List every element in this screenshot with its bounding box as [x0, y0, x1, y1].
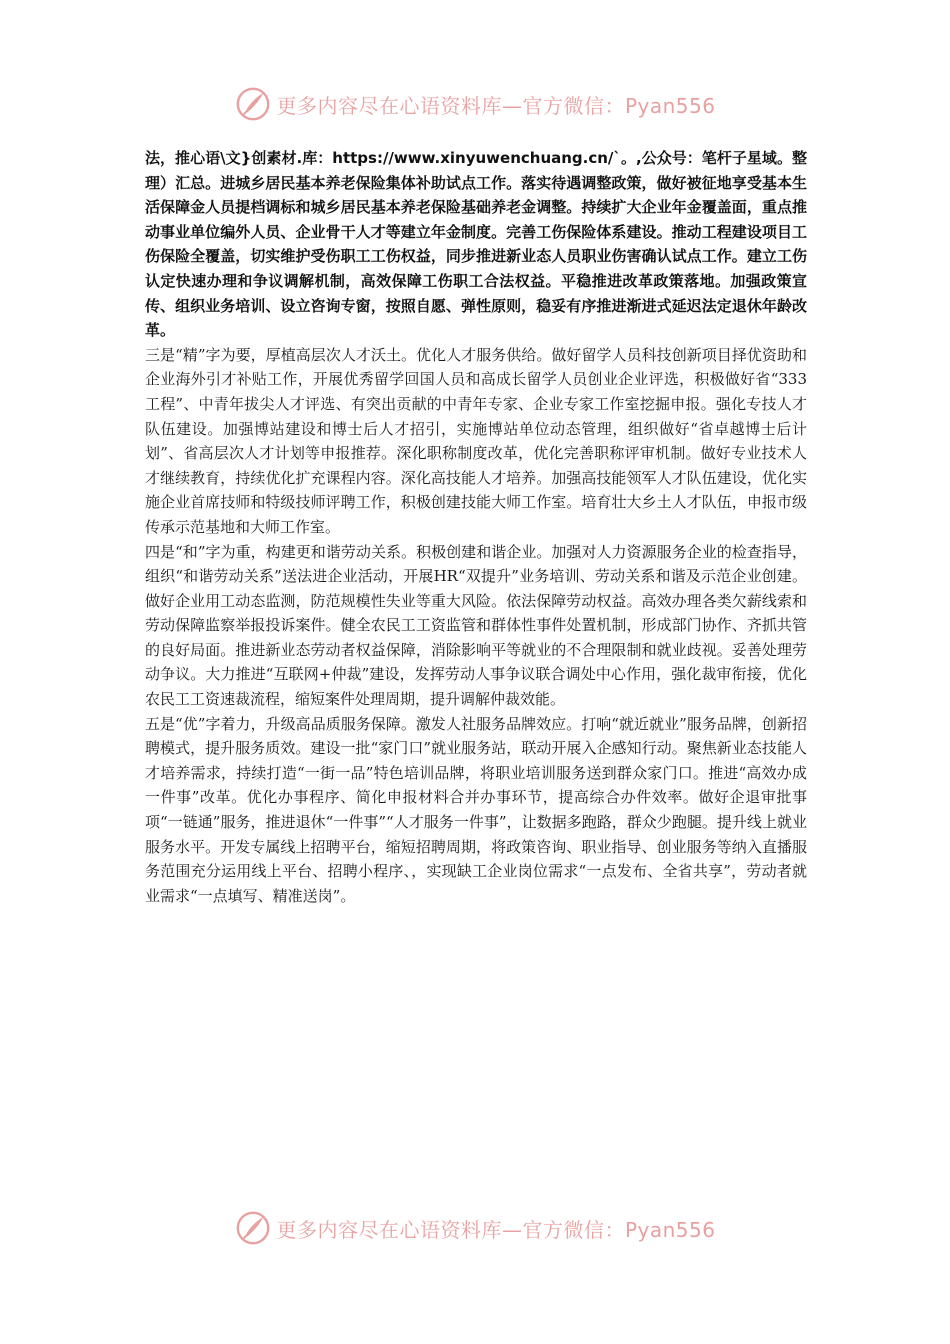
watermark-banner-bottom	[0, 1206, 950, 1250]
paragraph-talent: 三是“精”字为要，厚植高层次人才沃土。优化人才服务供给。做好留学人员科技创新项目择优资助和企业海外引才补贴工作，开展优秀留学回国人员和高成长留学人员创业企业评选，积极做好省“333工程”、中青年拔尖人才评选、有突出贡献的中青年专家、企业专家工作室挖掘申报。强化专技人才队伍建设。加强博站建设和博士后人才招引，实施博站单位动态管理，组织做好“省卓越博士后计划”、省高层次人才计划等申报推荐。深化职称制度改革，优化完善职称评审机制。做好专业技术人才继续教育，持续优化扩充课程内容。深化高技能人才培养。加强高技能领军人才队伍建设，优化实施企业首席技师和特级技师评聘工作，积极创建技能大师工作室。培育壮大乡土人才队伍，申报市级传承示范基地和大师工作室。	[145, 345, 807, 536]
pen-logo-icon	[234, 85, 272, 123]
document-body	[145, 146, 807, 908]
watermark-text-bottom: 更多内容尽在心语资料库—官方微信：Pyan556	[276, 1217, 716, 1242]
pen-logo-icon	[234, 1209, 272, 1247]
paragraph-service: 五是“优”字着力，升级高品质服务保障。激发人社服务品牌效应。打响“就近就业”服务品牌，创新招聘模式，提升服务质效。建设一批“家门口”就业服务站，联动开展入企感知行动。聚焦新业态技能人才培养需求，持续打造“一街一品”特色培训品牌，将职业培训服务送到群众家门口。推进“高效办成一件事”改革。优化办事程序、简化申报材料合并办事环节，提高综合办件效率。做好企退审批事项“一链通”服务，推进退休“一件事”“人才服务一件事”，让数据多跑路，群众少跑腿。提升线上就业服务水平。开发专属线上招聘平台，缩短招聘周期，将政策咨询、职业指导、创业服务等纳入直播服务范围充分运用线上平台、招聘小程序、，实现缺工企业岗位需求“一点发布、全省共享”，劳动者就业需求“一点填写、精准送岗”。	[145, 714, 807, 905]
watermark-banner-top	[0, 82, 950, 126]
paragraph-pension-insurance: 法，推心语\文}创素材.库：https://www.xinyuwenchuang.cn/`。,公众号：笔杆子星域。整理）汇总。进城乡居民基本养老保险集体补助试点工作。落实待遇调整政策，做好被征地享受基本生活保障金人员提档调标和城乡居民基本养老保险基础养老金调整。持续扩大企业年金覆盖面，重点推动事业单位编外人员、企业骨干人才等建立年金制度。完善工伤保险体系建设。推动工程建设项目工伤保险全覆盖，切实维护受伤职工工伤权益，同步推进新业态人员职业伤害确认试点工作。建立工伤认定快速办理和争议调解机制，高效保障工伤职工合法权益。平稳推进改革政策落地。加强政策宣传、组织业务培训、设立咨询专窗，按照自愿、弹性原则，稳妥有序推进渐进式延迟法定退休年龄改革。	[145, 149, 807, 340]
paragraph-labor-relations: 四是“和”字为重，构建更和谐劳动关系。积极创建和谐企业。加强对人力资源服务企业的检查指导，组织“和谐劳动关系”送法进企业活动，开展HR“双提升”业务培训、劳动关系和谐及示范企业创建。做好企业用工动态监测，防范规模性失业等重大风险。依法保障劳动权益。高效办理各类欠薪线索和劳动保障监察举报投诉案件。健全农民工工资监管和群体性事件处置机制，形成部门协作、齐抓共管的良好局面。推进新业态劳动者权益保障，消除影响平等就业的不合理限制和就业歧视。妥善处理劳动争议。大力推进“互联网+仲裁”建设，发挥劳动人事争议联合调处中心作用，强化裁审衔接，优化农民工工资速裁流程，缩短案件处理周期，提升调解仲裁效能。	[145, 542, 807, 709]
watermark-text-top: 更多内容尽在心语资料库—官方微信：Pyan556	[276, 93, 716, 118]
